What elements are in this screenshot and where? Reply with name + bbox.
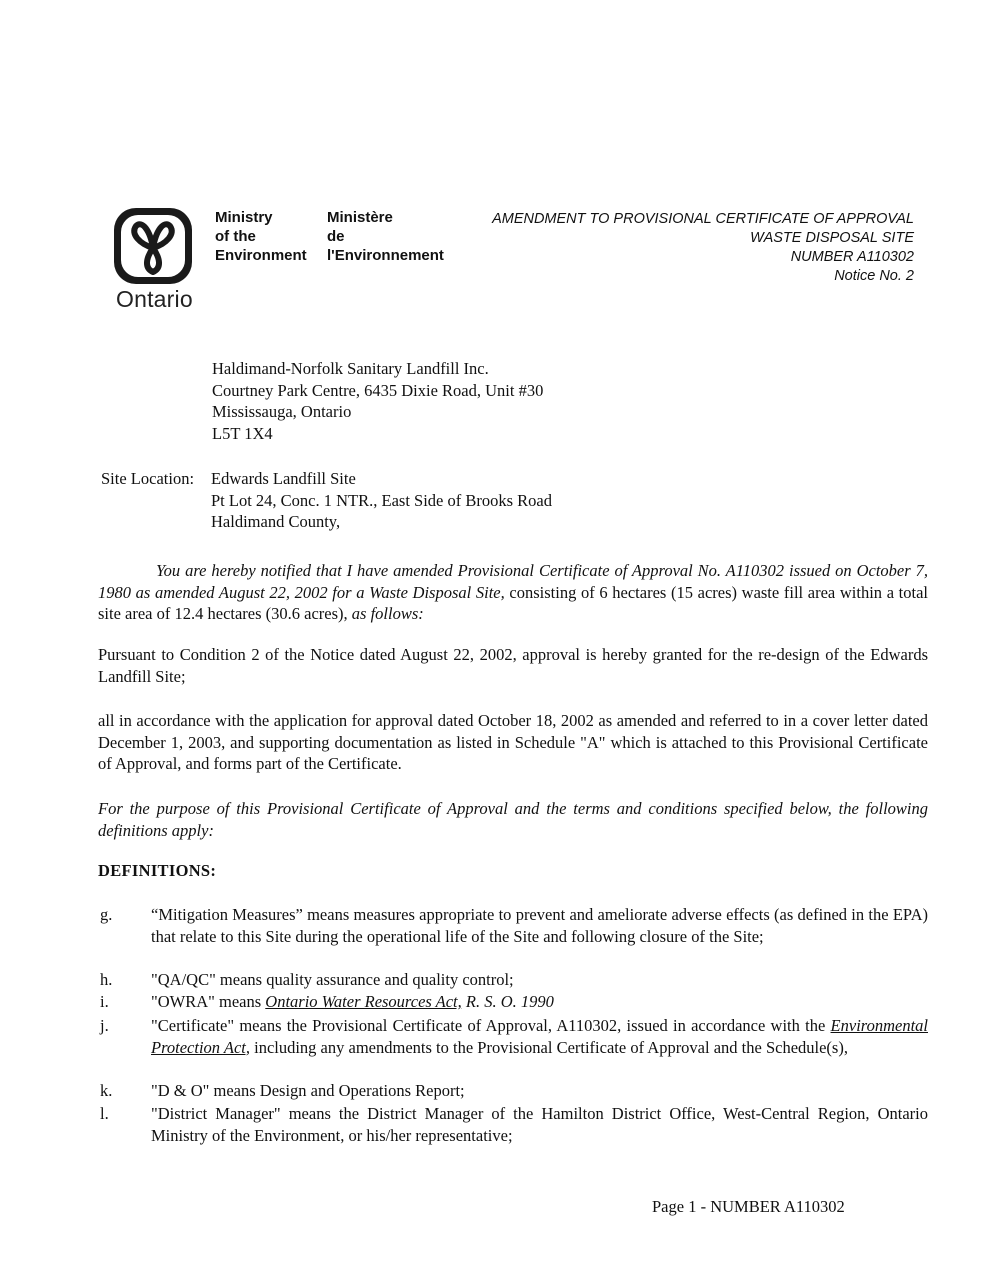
definition-item-k: k. "D & O" means Design and Operations Report; (100, 1081, 465, 1100)
definitions-intro-paragraph: For the purpose of this Provisional Certificate of Approval and the terms and conditions specified below, the following definitions apply: (98, 799, 928, 840)
definitions-heading: DEFINITIONS: (98, 861, 217, 880)
accordance-paragraph: all in accordance with the application for approval dated October 18, 2002 as amended and referred to in a cover letter dated December 1, 2003, and supporting documentation as listed in Schedule "A" which is attached to this Provisional Certificate of Approval, and forms part of the Certificate. (98, 711, 928, 773)
notification-paragraph: You are hereby notified that I have amended Provisional Certificate of Approval No. A110302 issued on October 7, 1980 as amended August 22, 2002 for a Waste Disposal Site, consisting of 6 hectares (15 acres) waste fill area within a total site area of 12.4 hectares (30.6 acres), as follows: (98, 561, 928, 623)
definition-item-i: i. "OWRA" means Ontario Water Resources Act, R. S. O. 1990 (100, 992, 554, 1011)
approval-paragraph: Pursuant to Condition 2 of the Notice dated August 22, 2002, approval is hereby granted for the re-design of the Edwards Landfill Site; (98, 645, 928, 686)
definition-item-h: h. "QA/QC" means quality assurance and quality control; (100, 970, 514, 989)
logo-wordmark: Ontario (116, 286, 193, 312)
site-location-details: Edwards Landfill Site Pt Lot 24, Conc. 1 NTR., East Side of Brooks Road Haldimand County, (211, 469, 552, 531)
recipient-address: Haldimand-Norfolk Sanitary Landfill Inc. Courtney Park Centre, 6435 Dixie Road, Unit #30 Mississauga, Ontario L5T 1X4 (212, 359, 544, 443)
site-location-label: Site Location: (101, 469, 195, 488)
definition-item-j: j. "Certificate" means the Provisional Certificate of Approval, A110302, issued in accordance with the Environmental Protection Act, including any amendments to the Provisional Certificate of Approval and the Schedule(s), (100, 1016, 928, 1057)
ministry-name-english: Ministry of the Environment (215, 209, 307, 264)
ministry-name-french: Ministère de l'Environnement (327, 209, 444, 264)
page-footer: Page 1 - NUMBER A110302 (652, 1197, 845, 1216)
definition-item-l: l. "District Manager" means the District Manager of the Hamilton District Office, West-Central Region, Ontario Ministry of the Environment, or his/her representative; (100, 1104, 928, 1145)
ontario-water-resources-act-reference: Ontario Water Resources Act, (265, 992, 462, 1011)
definition-item-g: g. “Mitigation Measures” means measures appropriate to prevent and ameliorate adverse effects (as defined in the EPA) that relate to this Site during the operational life of the Site and following closure of the Site; (100, 905, 928, 946)
amendment-title-block: AMENDMENT TO PROVISIONAL CERTIFICATE OF APPROVAL WASTE DISPOSAL SITE NUMBER A110302 Notice No. 2 (492, 211, 914, 284)
environmental-protection-act-reference: Environmental Protection Act, (151, 1016, 928, 1057)
